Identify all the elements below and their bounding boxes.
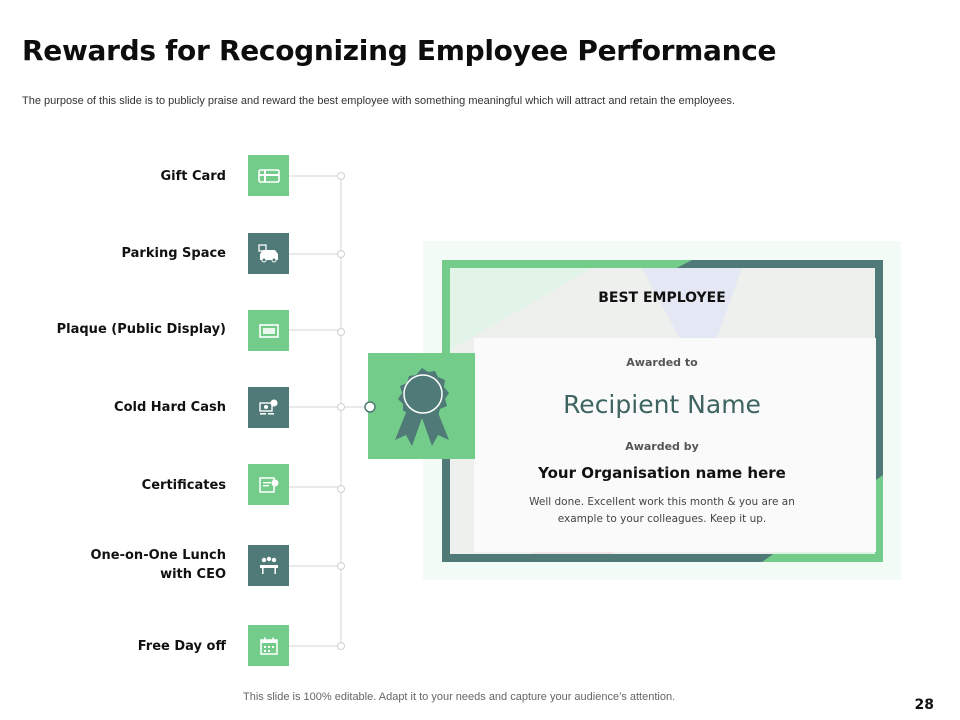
certificate-heading: BEST EMPLOYEE: [598, 290, 726, 306]
reward-label-lunch-with-ceo: [90, 546, 226, 584]
reward-label-plaque: Plaque (Public Display): [56, 322, 226, 337]
awarded-to-label: Awarded to: [626, 356, 698, 369]
award-ribbon-icon: [387, 366, 457, 446]
certificate-message: [452, 494, 872, 528]
gift-card-icon: [258, 168, 280, 184]
lunch-meeting-icon: [257, 556, 281, 576]
certificate-icon: [258, 476, 280, 494]
reward-icon-box-cold-hard-cash: [248, 387, 289, 428]
plaque-icon: [258, 323, 280, 339]
badge-connector-dot: [362, 399, 378, 415]
reward-icon-box-free-day-off: [248, 625, 289, 666]
cash-icon: [258, 398, 280, 418]
page-number: 28: [914, 697, 934, 713]
reward-label-lunch-line2: with CEO: [160, 567, 226, 582]
reward-icon-box-parking-space: [248, 233, 289, 274]
certificate-message-line1: Well done. Excellent work this month & you are an: [529, 496, 795, 508]
reward-label-certificates: Certificates: [141, 478, 226, 493]
reward-label-parking-space: Parking Space: [121, 246, 226, 261]
reward-label-gift-card: Gift Card: [160, 169, 226, 184]
reward-icon-box-certificates: [248, 464, 289, 505]
footer-note: This slide is 100% editable. Adapt it to your needs and capture your audience’s attention.: [243, 691, 676, 703]
page-subtitle: The purpose of this slide is to publicly praise and reward the best employee with something meaningful which will attract and retain the employees.: [22, 95, 735, 107]
reward-label-free-day-off: Free Day off: [137, 639, 226, 654]
awarded-by-label: Awarded by: [625, 440, 699, 453]
page-title: Rewards for Recognizing Employee Performance: [22, 34, 777, 67]
reward-icon-box-plaque: [248, 310, 289, 351]
reward-label-cold-hard-cash: Cold Hard Cash: [114, 400, 226, 415]
parking-car-icon: [257, 244, 281, 264]
reward-icon-box-gift-card: [248, 155, 289, 196]
organisation-name: Your Organisation name here: [538, 464, 786, 482]
recipient-name: Recipient Name: [563, 390, 761, 419]
certificate-message-line2: example to your colleagues. Keep it up.: [557, 513, 767, 525]
reward-icon-box-lunch-with-ceo: [248, 545, 289, 586]
calendar-icon: [259, 636, 279, 656]
reward-label-lunch-line1: One-on-One Lunch: [90, 548, 226, 563]
